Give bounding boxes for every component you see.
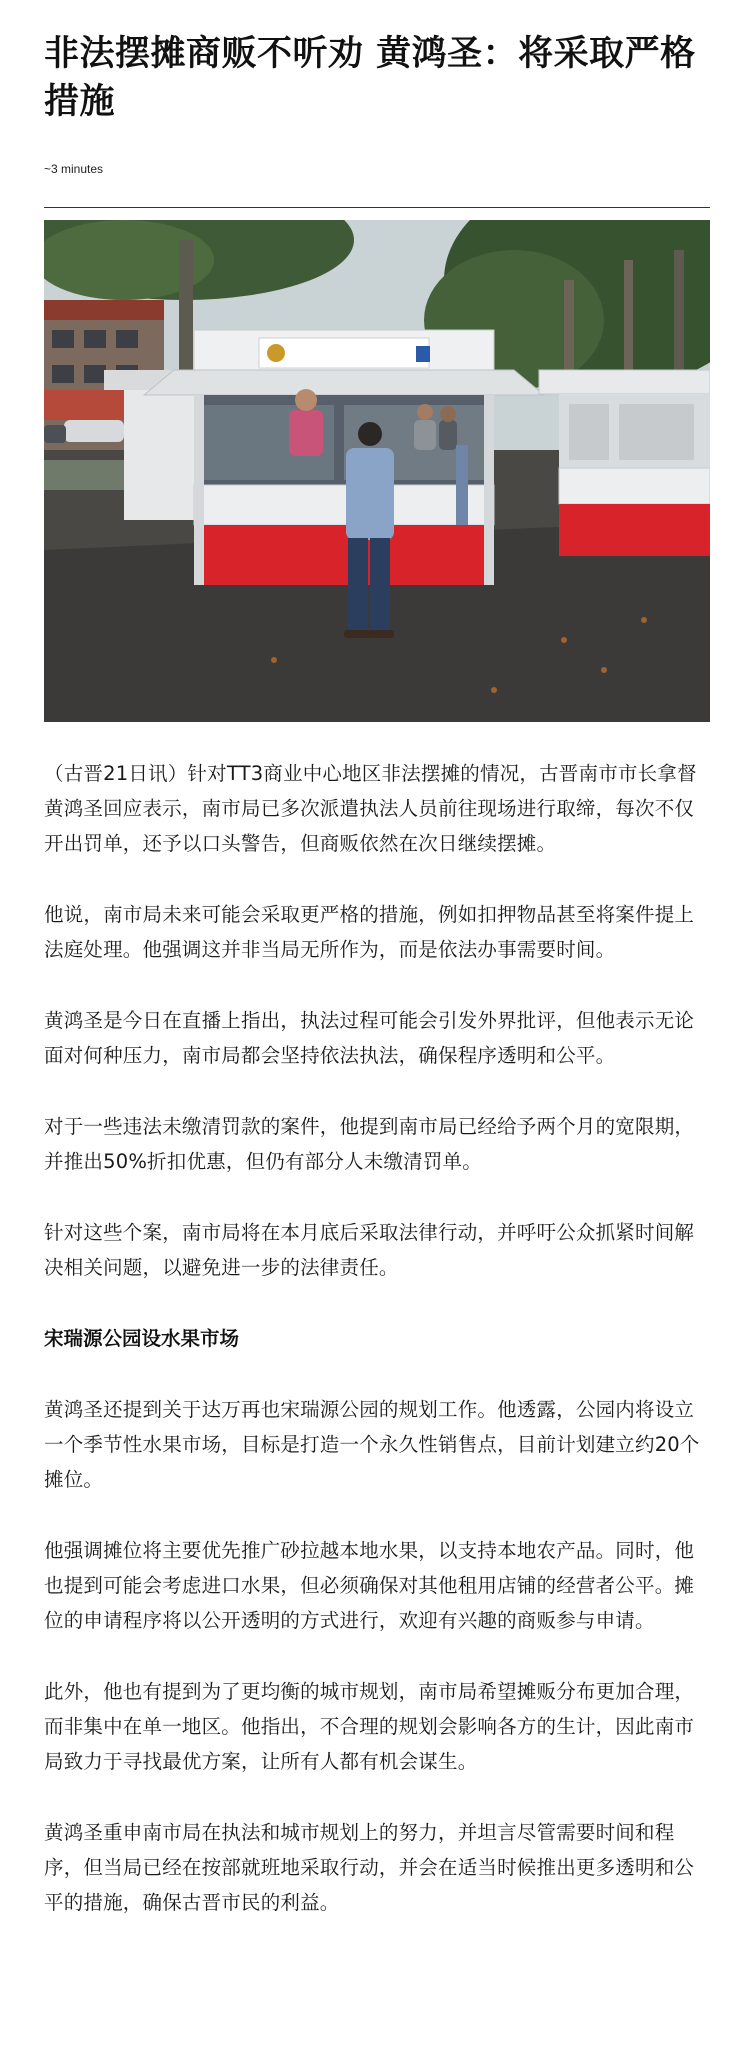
divider: [44, 207, 710, 208]
paragraph: 黄鸿圣重申南市局在执法和城市规划上的努力，并坦言尽管需要时间和程序，但当局已经在按部就班地采取行动，并会在适当时候推出更多透明和公平的措施，确保古晋市民的利益。: [44, 1821, 695, 1914]
read-time: ~3 minutes: [44, 162, 104, 176]
council-crest-icon: [416, 346, 430, 362]
article-title: 非法摆摊商贩不听劝 黄鸿圣：将采取严格措施: [44, 34, 696, 122]
paragraph: 黄鸿圣还提到关于达万再也宋瑞源公园的规划工作。他透露，公园内将设立一个季节性水果市场，目标是打造一个永久性销售点，目前计划建立约20个摊位。: [44, 1398, 700, 1491]
paragraph: 他说，南市局未来可能会采取更严格的措施，例如扣押物品甚至将案件提上法庭处理。他强调这并非当局无所作为，而是依法办事需要时间。: [44, 903, 695, 961]
article: [44, 0, 710, 1920]
section-heading: 宋瑞源公园设水果市场: [44, 1327, 240, 1350]
malaysia-crest-icon: [267, 344, 285, 362]
paragraph: 此外，他也有提到为了更均衡的城市规划，南市局希望摊贩分布更加合理，而非集中在单一地区。他指出，不合理的规划会影响各方的生计，因此南市局致力于寻找最优方案，让所有人都有机会谋生。: [44, 1680, 695, 1773]
article-body: [44, 756, 710, 1920]
paragraph: 针对这些个案，南市局将在本月底后采取法律行动，并呼吁公众抓紧时间解决相关问题，以避免进一步的法律责任。: [44, 1221, 695, 1279]
paragraph: （古晋21日讯）针对TT3商业中心地区非法摆摊的情况，古晋南市市长拿督黄鸿圣回应表示，南市局已多次派遣执法人员前往现场进行取缔，每次不仅开出罚单，还予以口头警告，但商贩依然在次日继续摆摊。: [44, 762, 697, 855]
kiosk-photo-illustration: [44, 220, 710, 722]
paragraph: 对于一些违法未缴清罚款的案件，他提到南市局已经给予两个月的宽限期，并推出50%折扣优惠，但仍有部分人未缴清罚单。: [44, 1115, 695, 1173]
paragraph: 他强调摊位将主要优先推广砂拉越本地水果，以支持本地农产品。同时，他也提到可能会考虑进口水果，但必须确保对其他租用店铺的经营者公平。摊位的申请程序将以公开透明的方式进行，欢迎有兴趣的商贩参与申请。: [44, 1539, 695, 1632]
article-photo: [44, 220, 710, 722]
paragraph: 黄鸿圣是今日在直播上指出，执法过程可能会引发外界批评，但他表示无论面对何种压力，南市局都会坚持依法执法，确保程序透明和公平。: [44, 1009, 695, 1067]
